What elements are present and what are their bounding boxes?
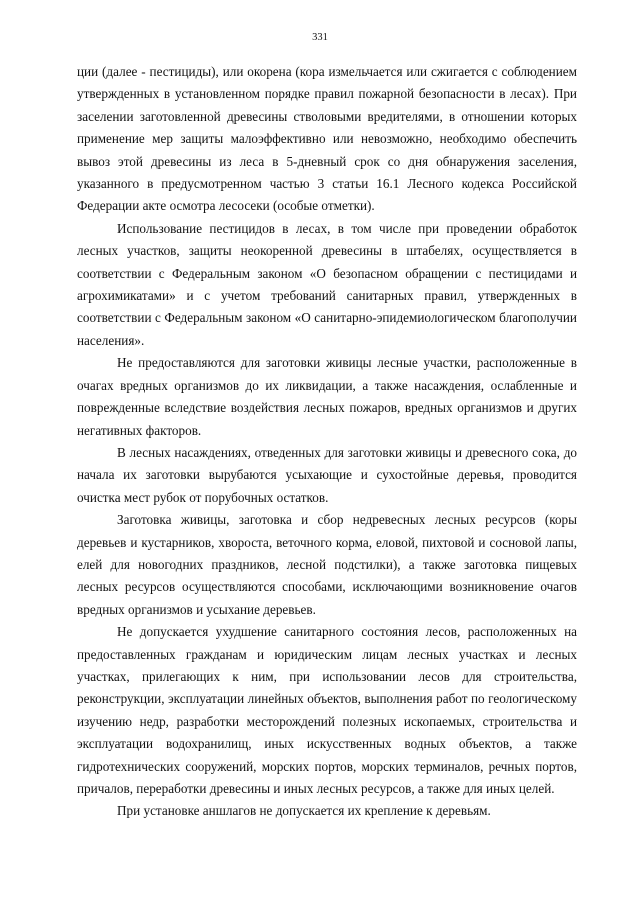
paragraph: ции (далее - пестициды), или окорена (кора измельчается или сжигается с соблюдением утвержденных в установленном порядке правил пожарной безопасности в лесах). При заселении заготовленной древесины стволовыми вредителями, в отношении которых применение мер защиты малоэффективно или невозможно, необходимо обеспечить вывоз этой древесины из леса в 5-дневный срок со дня обнаружения заселения, указанного в предусмотренном частью 3 статьи 16.1 Лесного кодекса Российской Федерации акте осмотра лесосеки (особые отметки). <box>77 64 577 214</box>
document-body <box>77 61 577 823</box>
paragraph: Не предоставляются для заготовки живицы лесные участки, расположенные в очагах вредных организмов до их ликвидации, а также насаждения, ослабленные и поврежденные вследствие воздействия лесных пожаров, вредных организмов и других негативных факторов. <box>77 355 577 438</box>
paragraph: Заготовка живицы, заготовка и сбор недревесных лесных ресурсов (коры деревьев и кустарников, хвороста, веточного корма, еловой, пихтовой и сосновой лапы, елей для новогодних праздников, лесной подстилки), а также заготовка пищевых лесных ресурсов осуществляются способами, исключающими возникновение очагов вредных организмов и усыхание деревьев. <box>77 512 577 617</box>
page-number: 331 <box>312 32 328 43</box>
paragraph: Использование пестицидов в лесах, в том числе при проведении обработок лесных участков, защиты неокоренной древесины в штабелях, осуществляется в соответствии с Федеральным законом «О безопасном обращении с пестицидами и агрохимикатами» и с учетом требований санитарных правил, утвержденных в соответствии с Федеральным законом «О санитарно-эпидемиологическом благополучии населения». <box>77 220 577 348</box>
paragraph: В лесных насаждениях, отведенных для заготовки живицы и древесного сока, до начала их заготовки вырубаются усыхающие и сухостойные деревья, проводится очистка мест рубок от порубочных остатков. <box>77 444 577 505</box>
paragraph: Не допускается ухудшение санитарного состояния лесов, расположенных на предоставленных гражданам и юридическим лицам лесных участках и лесных участках, прилегающих к ним, при использовании лесов для строительства, реконструкции, эксплуатации линейных объектов, выполнения работ по геологическому изучению недр, разработки месторождений полезных ископаемых, строительства и эксплуатации водохранилищ, иных искусственных водных объектов, а также гидротехнических сооружений, морских портов, морских терминалов, речных портов, причалов, переработки древесины и иных лесных ресурсов, а также для иных целей. <box>77 624 577 796</box>
paragraph: При установке аншлагов не допускается их крепление к деревьям. <box>117 803 491 819</box>
